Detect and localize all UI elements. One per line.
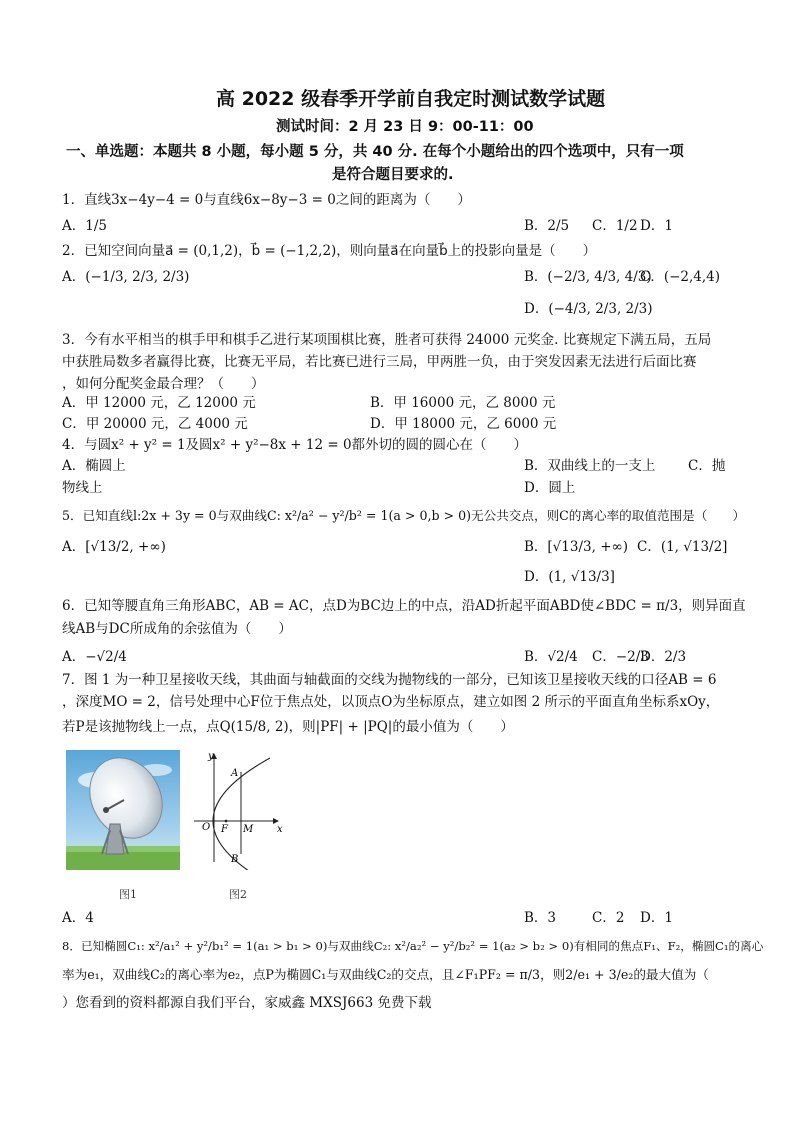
q6-line2: 线AB与DC所成角的余弦值为（ ） [62, 621, 292, 637]
q7-line1: 7．图 1 为一种卫星接收天线，其曲面与轴截面的交线为抛物线的一部分，已知该卫星接收天线的口径AB = 6 [62, 672, 717, 688]
q7-option-d: D．1 [640, 910, 673, 926]
q2-stem: 2．已知空间向量a⃗ = (0,1,2)，b⃗ = (−1,2,2)，则向量a⃗在向量b⃗上的投影向量是（ ） [62, 243, 597, 259]
q4-option-c-part2: 物线上 [62, 480, 103, 496]
q6-option-c: C．−2/3 [592, 649, 649, 665]
q3-line2: 中获胜局数多者赢得比赛，比赛无平局，若比赛已进行三局，甲两胜一负，由于突发因素无法进行后面比赛 [62, 354, 697, 370]
q2-option-c: C．(−2,4,4) [640, 269, 721, 285]
q4-stem: 4．与圆x² + y² = 1及圆x² + y²−8x + 12 = 0都外切的圆的圆心在（ ） [62, 437, 528, 453]
label-b: B [231, 854, 239, 865]
focus-point [225, 820, 228, 823]
q6-option-b: B．√2/4 [524, 649, 578, 665]
q2-option-a: A．(−1/3, 2/3, 2/3) [62, 269, 190, 285]
figure2-caption: 图2 [229, 888, 247, 901]
q6-line1: 6．已知等腰直角三角形ABC，AB = AC，点D为BC边上的中点，沿AD折起平面ABD使∠BDC = π/3，则异面直 [62, 598, 746, 614]
label-y: y [208, 751, 214, 762]
label-x: x [277, 824, 283, 835]
section-heading-line2: 是符合题目要求的. [332, 167, 454, 183]
q3-option-d: D．甲 18000 元，乙 6000 元 [370, 416, 557, 432]
q4-option-d: D．圆上 [524, 480, 576, 496]
q5-option-d: D．(1, √13/3] [524, 569, 615, 585]
q2-option-b: B．(−2/3, 4/3, 4/3) [524, 269, 652, 285]
q5-option-a: A．[√13/2, +∞) [62, 539, 166, 555]
q7-line3: 若P是该抛物线上一点，点Q(15/8, 2)，则|PF| + |PQ|的最小值为（ ） [62, 719, 514, 735]
q5-option-b: B．[√13/3, +∞) [524, 539, 629, 555]
q1-stem: 1．直线3x−4y−4 = 0与直线6x−8y−3 = 0之间的距离为（ ） [62, 192, 471, 208]
label-a: A [231, 768, 239, 779]
q5-option-c: C．(1, √13/2] [637, 539, 728, 555]
q4-option-b: B．双曲线上的一支上 [524, 458, 656, 474]
q3-option-c: C．甲 20000 元，乙 4000 元 [62, 416, 248, 432]
q3-line1: 3．今有水平相当的棋手甲和棋手乙进行某项围棋比赛，胜者可获得 24000 元奖金. 比赛规定下满五局，五局 [62, 332, 712, 348]
q7-option-c: C．2 [592, 910, 625, 926]
q6-option-d: D．2/3 [640, 649, 687, 665]
figure1-caption: 图1 [119, 888, 137, 901]
q6-option-a: A．−√2/4 [62, 649, 127, 665]
q1-option-a: A．1/5 [62, 218, 107, 234]
q2-option-d: D．(−4/3, 2/3, 2/3) [524, 301, 653, 317]
q4-option-c-part1: C．抛 [688, 458, 726, 474]
q3-line3: ，如何分配奖金最合理？（ ） [62, 376, 265, 392]
q1-option-d: D．1 [640, 218, 673, 234]
q3-option-a: A．甲 12000 元，乙 12000 元 [62, 395, 256, 411]
q1-option-c: C．1/2 [592, 218, 638, 234]
q8-line2: 率为e₁，双曲线C₂的离心率为e₂，点P为椭圆C₁与双曲线C₂的交点，且∠F₁PF₂ = π/3，则2/e₁ + 3/e₂的最大值为（ [62, 967, 709, 982]
q5-stem: 5．已知直线l:2x + 3y = 0与双曲线C: x²/a² − y²/b² = 1(a > 0,b > 0)无公共交点，则C的离心率的取值范围是（ ） [62, 508, 746, 523]
q7-option-a: A．4 [62, 910, 94, 926]
q7-option-b: B．3 [524, 910, 557, 926]
exam-time: 测试时间：2 月 23 日 9：00-11：00 [276, 119, 534, 135]
q4-option-a: A．椭圆上 [62, 458, 126, 474]
q8-line1: 8．已知椭圆C₁: x²/a₁² + y²/b₁² = 1(a₁ > b₁ > 0)与双曲线C₂: x²/a₂² − y²/b₂² = 1(a₂ > b₂ > 0)有相同的焦点F₁、F₂，椭圆C₁的离心 [62, 939, 764, 953]
q8-line3: ）您看到的资料都源自我们平台，家威鑫 MXSJ663 免费下载 [62, 995, 432, 1011]
q3-option-b: B．甲 16000 元，乙 8000 元 [370, 395, 556, 411]
label-o: O [202, 822, 211, 833]
label-m: M [243, 824, 254, 835]
q1-option-b: B．2/5 [524, 218, 570, 234]
section-heading-line1: 一、单选题：本题共 8 小题，每小题 5 分，共 40 分. 在每个小题给出的四个选项中，只有一项 [66, 144, 684, 160]
q7-line2: ，深度MO = 2，信号处理中心F位于焦点处，以顶点O为坐标原点，建立如图 2 所示的平面直角坐标系xOy， [62, 694, 720, 710]
label-f: F [221, 824, 228, 835]
exam-title: 高 2022 级春季开学前自我定时测试数学试题 [216, 88, 606, 110]
satellite-dish-photo [66, 750, 180, 870]
parabola-diagram [190, 750, 285, 870]
